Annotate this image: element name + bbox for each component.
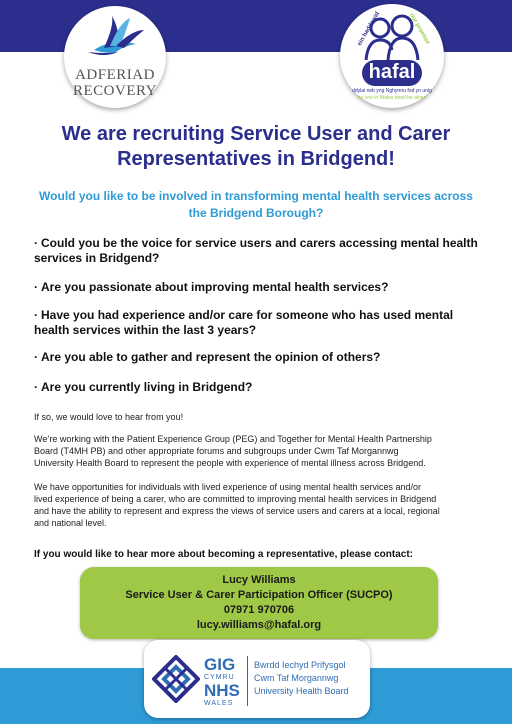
board-line-3: University Health Board bbox=[254, 686, 349, 696]
bullet: · bbox=[34, 236, 38, 250]
bullet: · bbox=[34, 350, 38, 364]
title-line-1: We are recruiting Service User and Carer bbox=[61, 123, 451, 145]
cymru-text: CYMRU bbox=[204, 674, 235, 681]
bird-icon bbox=[64, 8, 166, 68]
question-line-1: Are you able to gather and represent the opinion of others? bbox=[41, 350, 381, 364]
page-title bbox=[20, 122, 492, 172]
hafal-tagline-welsh: ddylai neb yng Nghymru fod yn unig bbox=[352, 88, 432, 94]
subheading bbox=[30, 188, 482, 222]
question-item bbox=[34, 280, 494, 295]
question-line-1: Could you be the voice for service users and carers accessing mental health bbox=[41, 236, 478, 250]
question-line-1: Are you passionate about improving mental health services? bbox=[41, 280, 389, 294]
adferiad-word: ADFERIAD bbox=[75, 67, 155, 83]
board-line-2: Cwm Taf Morgannwg bbox=[254, 673, 339, 683]
opportunities-paragraph bbox=[34, 481, 490, 529]
wales-text: WALES bbox=[204, 700, 234, 707]
paragraph-line: We’re working with the Patient Experience Group (PEG) and Together for Mental Health Partnership bbox=[34, 434, 432, 444]
paragraph-line: lived experience of being a carer, who are committed to improving mental health services in Bridgend bbox=[34, 494, 437, 504]
contact-phone[interactable]: 07971 970706 bbox=[223, 604, 295, 616]
contact-box bbox=[80, 567, 438, 639]
hafal-tagline-english: no one in Wales need be alone bbox=[357, 95, 427, 101]
nhs-logo-box bbox=[144, 640, 370, 718]
bullet: · bbox=[34, 280, 38, 294]
paragraph-line: and have the ability to represent and express the views of service users and carers at a local, regional bbox=[34, 506, 440, 516]
paragraph-line: and national level. bbox=[34, 518, 107, 528]
people-icon bbox=[340, 8, 444, 68]
question-line-2: health services within the last 3 years? bbox=[34, 323, 257, 337]
question-item bbox=[34, 350, 494, 365]
hafal-wordmark: hafal bbox=[362, 60, 422, 86]
contact-email[interactable]: lucy.williams@hafal.org bbox=[196, 619, 322, 631]
intro-text: If so, we would love to hear from you! bbox=[34, 412, 184, 422]
hafal-arc-welsh: ein haddewid bbox=[356, 11, 382, 47]
question-item bbox=[34, 236, 494, 266]
recovery-word: RECOVERY bbox=[72, 83, 157, 99]
subheading-line-1: Would you like to be involved in transforming mental health services across bbox=[39, 189, 473, 203]
divider bbox=[247, 656, 248, 706]
paragraph-line: Board (T4MH PB) and other appropriate forums and subgroups under Cwm Taf Morgannwg bbox=[34, 446, 399, 456]
hafal-arc-english: our promise bbox=[408, 12, 431, 46]
gig-text: GIG bbox=[204, 655, 236, 674]
paragraph-line: University Health Board to represent the people with experience of mental illness across Bridgend. bbox=[34, 458, 426, 468]
celtic-knot-icon bbox=[152, 655, 200, 703]
question-line-2: services in Bridgend? bbox=[34, 251, 160, 265]
bullet: · bbox=[34, 308, 38, 322]
contact-heading: If you would like to hear more about becoming a representative, please contact: bbox=[34, 549, 413, 560]
nhs-text: NHS bbox=[204, 681, 240, 700]
partnership-paragraph bbox=[34, 433, 490, 469]
contact-role: Service User & Carer Participation Officer (SUCPO) bbox=[125, 589, 393, 601]
adferiad-logo bbox=[64, 6, 166, 108]
title-line-2: Representatives in Bridgend! bbox=[117, 148, 395, 170]
hafal-logo bbox=[340, 4, 444, 108]
paragraph-line: We have opportunities for individuals with lived experience of using mental health services and/or bbox=[34, 482, 422, 492]
question-line-1: Have you had experience and/or care for someone who has used mental bbox=[41, 308, 454, 322]
question-item bbox=[34, 308, 494, 338]
contact-name: Lucy Williams bbox=[222, 574, 296, 586]
question-line-1: Are you currently living in Bridgend? bbox=[41, 380, 253, 394]
subheading-line-2: the Bridgend Borough? bbox=[188, 206, 324, 220]
board-line-1: Bwrdd Iechyd Prifysgol bbox=[254, 660, 346, 670]
bullet: · bbox=[34, 380, 38, 394]
question-item bbox=[34, 380, 494, 395]
